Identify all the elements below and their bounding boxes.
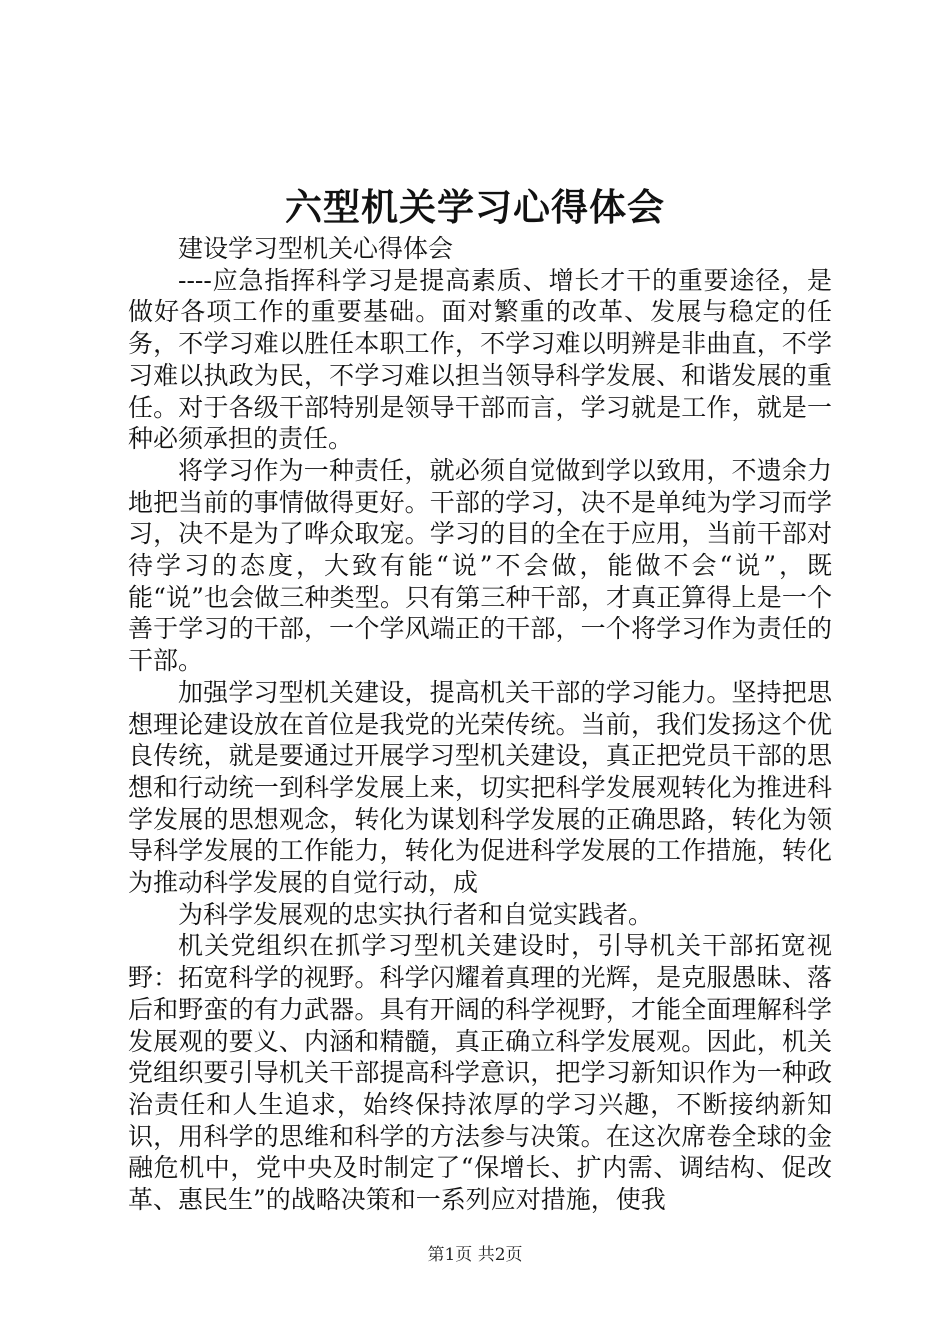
body-paragraph-4: 为科学发展观的忠实执行者和自觉实践者。 bbox=[178, 899, 654, 929]
body-paragraph-5: 机关党组织在抓学习型机关建设时，引导机关干部拓宽视野：拓宽科学的视野。科学闪耀着真理的光辉，是克服愚昧、落后和野蛮的有力武器。具有开阔的科学视野，才能全面理解科学发展观的要义、内涵和精髓，真正确立科学发展观。因此，机关党组织要引导机关干部提高科学意识，把学习新知识作为一种政治责任和人生追求，始终保持浓厚的学习兴趣，不断接纳新知识，用科学的思维和科学的方法参与决策。在这次席卷全球的金融危机中，党中央及时制定了“保增长、扩内需、调结构、促改革、惠民生”的战略决策和一系列应对措施，使我 bbox=[128, 931, 832, 1215]
body-paragraph-1: ----应急指挥科学习是提高素质、增长才干的重要途径，是做好各项工作的重要基础。面对繁重的改革、发展与稳定的任务，不学习难以胜任本职工作，不学习难以明辨是非曲直，不学习难以执政为民，不学习难以担当领导科学发展、和谐发展的重任。对于各级干部特别是领导干部而言，学习就是工作，就是一种必须承担的责任。 bbox=[128, 265, 832, 454]
subtitle-paragraph: 建设学习型机关心得体会 bbox=[178, 234, 454, 263]
page-footer: 第1页 共2页 bbox=[427, 1245, 523, 1265]
page-title: 六型机关学习心得体会 bbox=[285, 185, 665, 229]
body-paragraph-2: 将学习作为一种责任，就必须自觉做到学以致用，不遗余力地把当前的事情做得更好。干部的学习，决不是单纯为学习而学习，决不是为了哗众取宠。学习的目的全在于应用，当前干部对待学习的态度，大致有能“说”不会做，能做不会“说”，既能“说”也会做三种类型。只有第三种干部，才真正算得上是一个善于学习的干部，一个学风端正的干部，一个将学习作为责任的干部。 bbox=[128, 455, 832, 676]
document-body bbox=[128, 233, 832, 1216]
body-paragraph-3: 加强学习型机关建设，提高机关干部的学习能力。坚持把思想理论建设放在首位是我党的光荣传统。当前，我们发扬这个优良传统，就是要通过开展学习型机关建设，真正把党员干部的思想和行动统一到科学发展上来，切实把科学发展观转化为推进科学发展的思想观念，转化为谋划科学发展的正确思路，转化为领导科学发展的工作能力，转化为促进科学发展的工作措施，转化为推动科学发展的自觉行动，成 bbox=[128, 677, 832, 898]
